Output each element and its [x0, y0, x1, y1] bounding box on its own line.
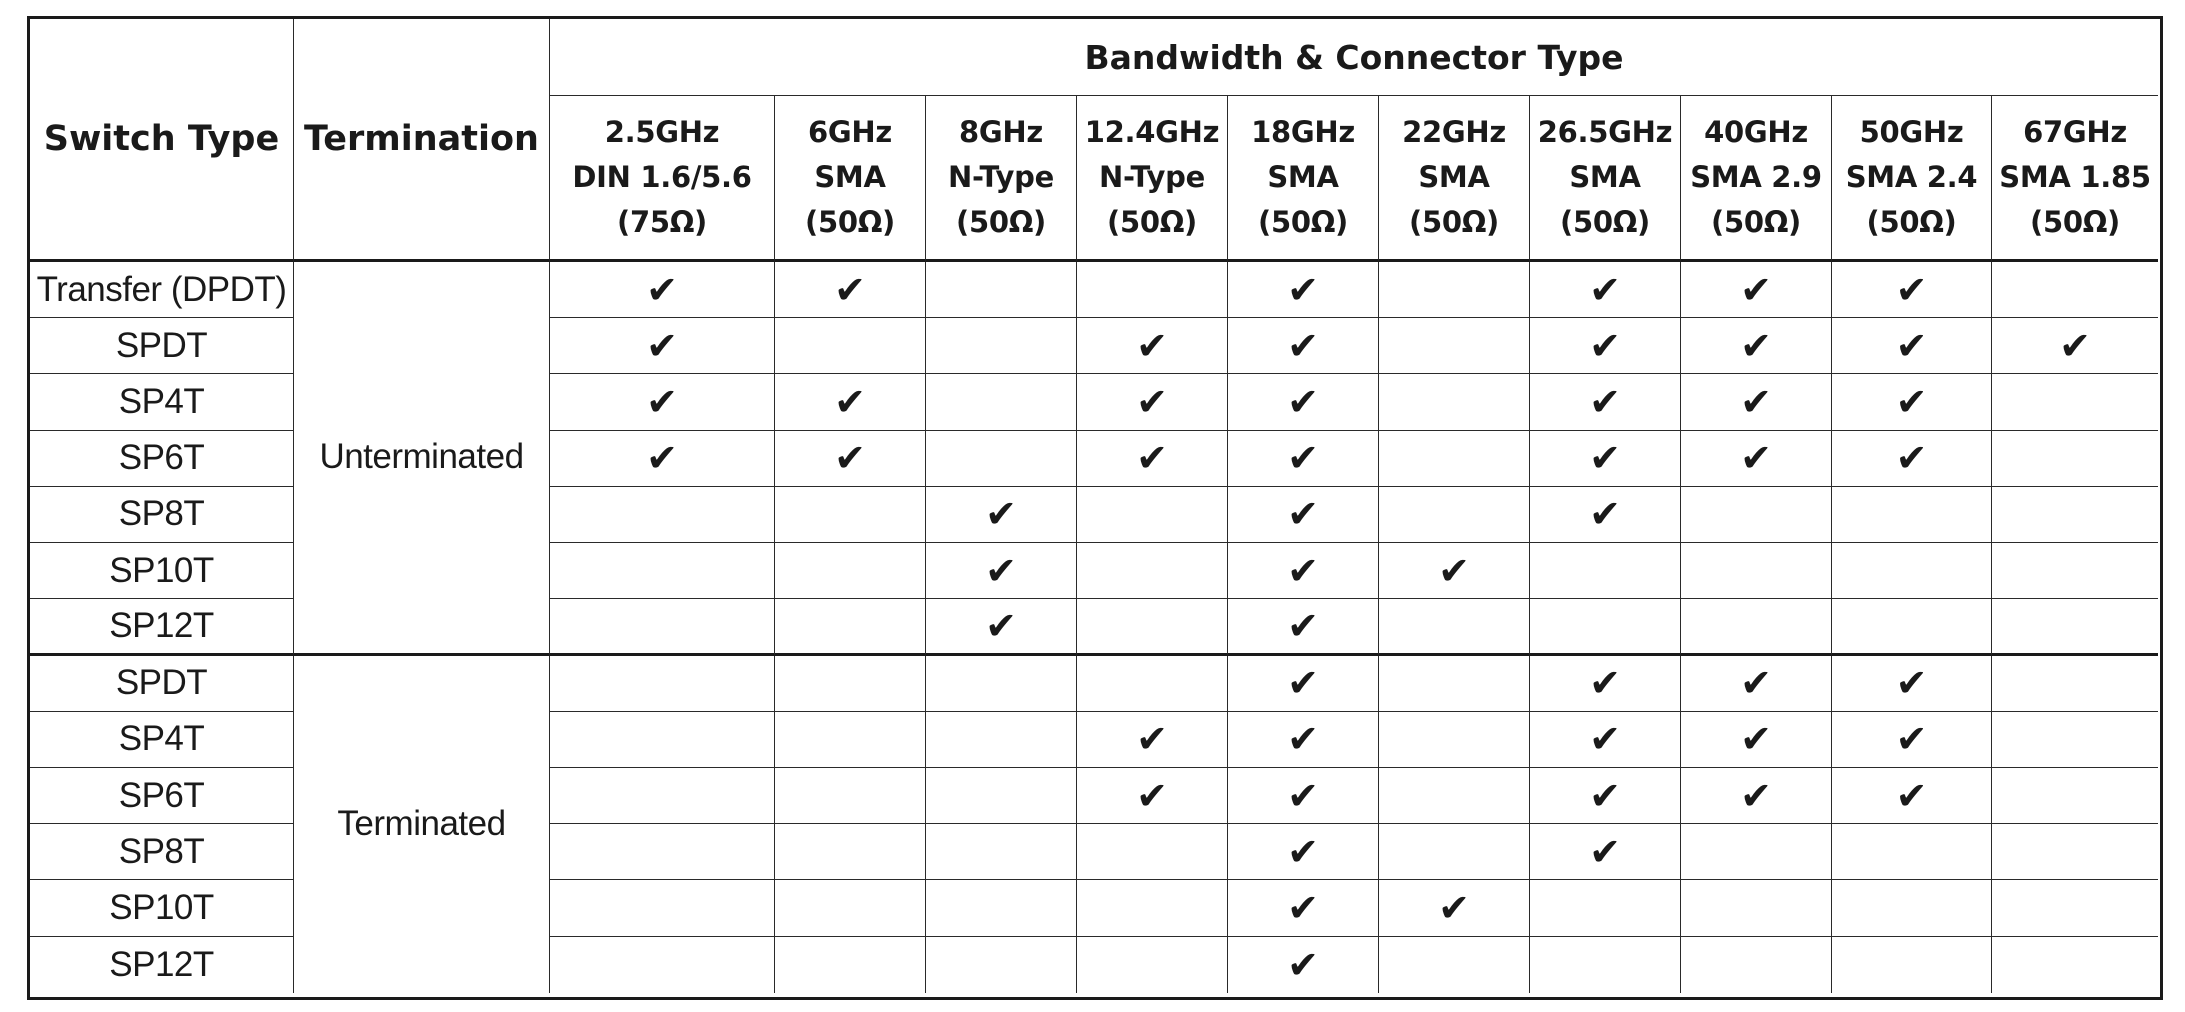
empty-cell [1992, 599, 2158, 655]
band-column-header-line: DIN 1.6/5.6 [572, 160, 752, 194]
switch-type-cell: SP12T [30, 937, 294, 993]
empty-cell [1077, 262, 1228, 318]
empty-cell [1077, 937, 1228, 993]
band-column-header-line: SMA [814, 160, 886, 194]
band-column-header-line: SMA 2.9 [1690, 160, 1822, 194]
switch-type-header: Switch Type [30, 19, 294, 262]
empty-cell [1992, 374, 2158, 430]
empty-cell [1832, 599, 1992, 655]
checkmark-cell: ✔ [1681, 656, 1832, 712]
band-column-header-line: N-Type [1099, 160, 1205, 194]
checkmark-cell: ✔ [1530, 712, 1681, 768]
checkmark-cell: ✔ [1228, 374, 1379, 430]
empty-cell [1832, 880, 1992, 936]
checkmark-cell: ✔ [1077, 374, 1228, 430]
switch-type-cell: SP6T [30, 431, 294, 487]
checkmark-cell: ✔ [1077, 318, 1228, 374]
checkmark-cell: ✔ [1379, 543, 1530, 599]
checkmark-cell: ✔ [1530, 262, 1681, 318]
empty-cell [926, 937, 1077, 993]
checkmark-cell: ✔ [1077, 768, 1228, 824]
checkmark-cell: ✔ [1530, 431, 1681, 487]
checkmark-cell: ✔ [1681, 374, 1832, 430]
empty-cell [1992, 487, 2158, 543]
empty-cell [926, 712, 1077, 768]
empty-cell [1992, 656, 2158, 712]
empty-cell [1681, 880, 1832, 936]
empty-cell [1992, 824, 2158, 880]
band-column-header-line: 6GHz [808, 115, 892, 149]
checkmark-cell: ✔ [1228, 824, 1379, 880]
empty-cell [1992, 262, 2158, 318]
checkmark-cell: ✔ [1077, 431, 1228, 487]
switch-type-cell: SPDT [30, 656, 294, 712]
switch-type-cell: SP8T [30, 824, 294, 880]
band-column-header-line: SMA 1.85 [1999, 160, 2151, 194]
termination-cell: Terminated [294, 656, 550, 993]
checkmark-cell: ✔ [775, 431, 926, 487]
checkmark-cell: ✔ [1228, 937, 1379, 993]
band-column-header [1681, 96, 1832, 262]
switch-type-cell: Transfer (DPDT) [30, 262, 294, 318]
empty-cell [1379, 431, 1530, 487]
checkmark-cell: ✔ [1077, 712, 1228, 768]
empty-cell [1530, 599, 1681, 655]
empty-cell [1530, 880, 1681, 936]
empty-cell [926, 262, 1077, 318]
band-column-header-line: (50Ω) [2029, 205, 2121, 239]
checkmark-cell: ✔ [1832, 431, 1992, 487]
checkmark-cell: ✔ [1530, 656, 1681, 712]
band-column-header-line: SMA 2.4 [1845, 160, 1978, 194]
switch-type-table [27, 16, 2163, 1000]
empty-cell [550, 768, 775, 824]
band-column-header-line: SMA [1267, 160, 1339, 194]
empty-cell [1379, 374, 1530, 430]
band-column-header-line: (50Ω) [1106, 205, 1198, 239]
empty-cell [1379, 487, 1530, 543]
switch-type-cell: SP4T [30, 712, 294, 768]
empty-cell [1379, 599, 1530, 655]
empty-cell [775, 487, 926, 543]
band-column-header [926, 96, 1077, 262]
checkmark-cell: ✔ [926, 543, 1077, 599]
checkmark-cell: ✔ [1681, 262, 1832, 318]
empty-cell [1077, 543, 1228, 599]
band-column-header-line: 50GHz [1859, 115, 1964, 149]
band-column-header-line: 40GHz [1704, 115, 1808, 149]
empty-cell [1077, 880, 1228, 936]
checkmark-cell: ✔ [1681, 712, 1832, 768]
checkmark-cell: ✔ [1530, 824, 1681, 880]
termination-header: Termination [294, 19, 550, 262]
band-column-header-line: SMA [1569, 160, 1641, 194]
band-column-header-line: N-Type [948, 160, 1054, 194]
band-column-header-line: (75Ω) [616, 205, 708, 239]
band-column-header-line: (50Ω) [1257, 205, 1349, 239]
empty-cell [926, 824, 1077, 880]
checkmark-cell: ✔ [1228, 712, 1379, 768]
empty-cell [926, 318, 1077, 374]
band-column-header-line: SMA [1418, 160, 1490, 194]
switch-type-cell: SP10T [30, 880, 294, 936]
checkmark-cell: ✔ [1530, 318, 1681, 374]
checkmark-cell: ✔ [550, 374, 775, 430]
empty-cell [775, 768, 926, 824]
empty-cell [926, 880, 1077, 936]
bandwidth-connector-header: Bandwidth & Connector Type [550, 19, 2158, 96]
band-column-header-line: (50Ω) [1710, 205, 1802, 239]
empty-cell [550, 937, 775, 993]
empty-cell [1681, 543, 1832, 599]
band-column-header-line: 2.5GHz [604, 115, 720, 149]
band-column-header [775, 96, 926, 262]
empty-cell [775, 656, 926, 712]
band-column-header-line: 12.4GHz [1084, 115, 1220, 149]
band-column-header [550, 96, 775, 262]
switch-type-cell: SP12T [30, 599, 294, 655]
empty-cell [1992, 543, 2158, 599]
empty-cell [1681, 824, 1832, 880]
empty-cell [926, 374, 1077, 430]
switch-type-cell: SP6T [30, 768, 294, 824]
empty-cell [1379, 712, 1530, 768]
empty-cell [775, 318, 926, 374]
checkmark-cell: ✔ [1228, 543, 1379, 599]
checkmark-cell: ✔ [1832, 262, 1992, 318]
band-column-header-line: 22GHz [1402, 115, 1506, 149]
band-column-header-line: 18GHz [1251, 115, 1355, 149]
empty-cell [775, 599, 926, 655]
empty-cell [775, 880, 926, 936]
empty-cell [550, 824, 775, 880]
empty-cell [775, 824, 926, 880]
checkmark-cell: ✔ [1379, 880, 1530, 936]
empty-cell [1379, 318, 1530, 374]
band-column-header-line: (50Ω) [1408, 205, 1500, 239]
empty-cell [1077, 824, 1228, 880]
band-column-header [1530, 96, 1681, 262]
empty-cell [1379, 768, 1530, 824]
empty-cell [1832, 824, 1992, 880]
empty-cell [1681, 487, 1832, 543]
band-column-header [1077, 96, 1228, 262]
empty-cell [550, 880, 775, 936]
checkmark-cell: ✔ [1992, 318, 2158, 374]
empty-cell [1077, 656, 1228, 712]
band-column-header [1379, 96, 1530, 262]
switch-type-cell: SP8T [30, 487, 294, 543]
empty-cell [1832, 487, 1992, 543]
empty-cell [1530, 937, 1681, 993]
empty-cell [550, 543, 775, 599]
checkmark-cell: ✔ [1228, 431, 1379, 487]
checkmark-cell: ✔ [775, 374, 926, 430]
checkmark-cell: ✔ [1228, 880, 1379, 936]
band-column-header-line: 67GHz [2023, 115, 2127, 149]
checkmark-cell: ✔ [1832, 656, 1992, 712]
empty-cell [1832, 937, 1992, 993]
empty-cell [1379, 262, 1530, 318]
band-column-header-line: (50Ω) [955, 205, 1047, 239]
empty-cell [550, 712, 775, 768]
checkmark-cell: ✔ [550, 431, 775, 487]
checkmark-cell: ✔ [1530, 487, 1681, 543]
empty-cell [550, 656, 775, 712]
empty-cell [1379, 824, 1530, 880]
switch-type-cell: SP4T [30, 374, 294, 430]
empty-cell [1992, 768, 2158, 824]
empty-cell [1077, 599, 1228, 655]
empty-cell [550, 487, 775, 543]
checkmark-cell: ✔ [1228, 487, 1379, 543]
checkmark-cell: ✔ [1530, 374, 1681, 430]
empty-cell [775, 543, 926, 599]
checkmark-cell: ✔ [926, 599, 1077, 655]
empty-cell [775, 937, 926, 993]
empty-cell [550, 599, 775, 655]
termination-cell: Unterminated [294, 262, 550, 656]
empty-cell [926, 768, 1077, 824]
checkmark-cell: ✔ [1832, 768, 1992, 824]
empty-cell [1992, 431, 2158, 487]
empty-cell [1681, 937, 1832, 993]
checkmark-cell: ✔ [1228, 599, 1379, 655]
checkmark-cell: ✔ [1681, 318, 1832, 374]
band-column-header [1992, 96, 2158, 262]
checkmark-cell: ✔ [1832, 712, 1992, 768]
empty-cell [1379, 656, 1530, 712]
empty-cell [1992, 880, 2158, 936]
empty-cell [1379, 937, 1530, 993]
checkmark-cell: ✔ [1228, 656, 1379, 712]
checkmark-cell: ✔ [1681, 431, 1832, 487]
empty-cell [1077, 487, 1228, 543]
band-column-header-line: (50Ω) [1866, 205, 1957, 239]
band-column-header-line: (50Ω) [804, 205, 896, 239]
checkmark-cell: ✔ [1832, 318, 1992, 374]
empty-cell [1832, 543, 1992, 599]
empty-cell [926, 431, 1077, 487]
switch-type-cell: SP10T [30, 543, 294, 599]
checkmark-cell: ✔ [926, 487, 1077, 543]
band-column-header [1832, 96, 1992, 262]
empty-cell [775, 712, 926, 768]
band-column-header-line: 8GHz [959, 115, 1043, 149]
band-column-header [1228, 96, 1379, 262]
checkmark-cell: ✔ [1832, 374, 1992, 430]
checkmark-cell: ✔ [1681, 768, 1832, 824]
empty-cell [1992, 937, 2158, 993]
checkmark-cell: ✔ [775, 262, 926, 318]
checkmark-cell: ✔ [1530, 768, 1681, 824]
checkmark-cell: ✔ [550, 262, 775, 318]
checkmark-cell: ✔ [1228, 262, 1379, 318]
band-column-header-line: 26.5GHz [1537, 115, 1673, 149]
empty-cell [1992, 712, 2158, 768]
empty-cell [1681, 599, 1832, 655]
checkmark-cell: ✔ [550, 318, 775, 374]
empty-cell [1530, 543, 1681, 599]
empty-cell [926, 656, 1077, 712]
checkmark-cell: ✔ [1228, 318, 1379, 374]
switch-type-cell: SPDT [30, 318, 294, 374]
band-column-header-line: (50Ω) [1559, 205, 1651, 239]
checkmark-cell: ✔ [1228, 768, 1379, 824]
